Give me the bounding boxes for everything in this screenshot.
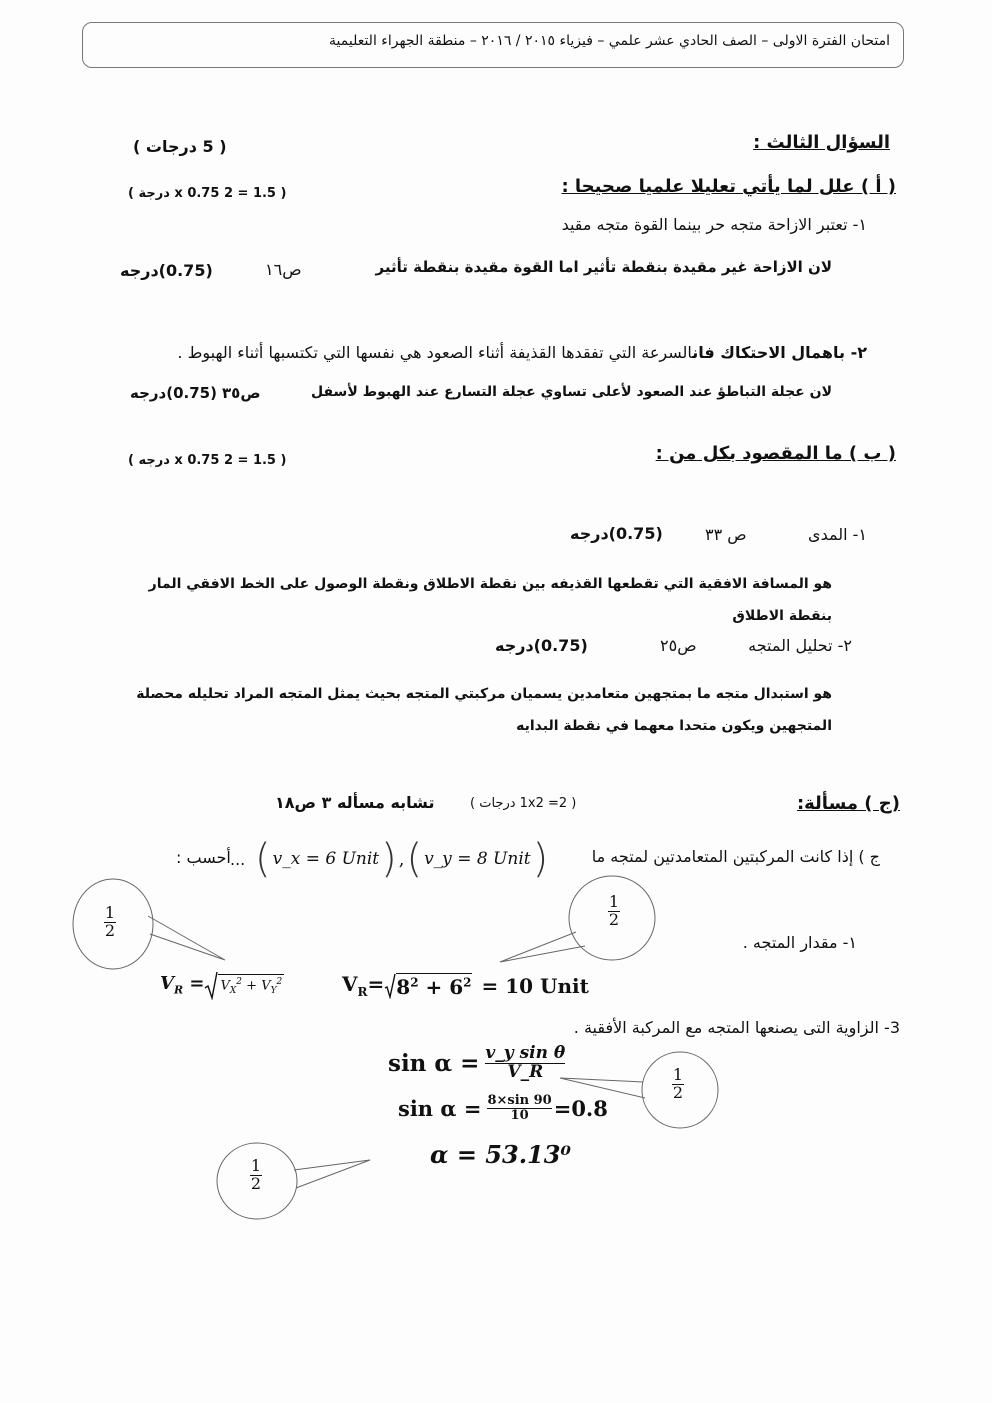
part-a-marks: ( 1.5 = 2 x 0.75 درجة ) [128,186,287,201]
part-b-item-2-marks: (0.75)درجه [495,636,588,655]
question-title: السؤال الثالث : [753,132,890,153]
formula-numeric: $V_R=$ $8^2 + 6^2$ = 10 Unit [342,972,589,999]
part-a-title: ( أ ) علل لما يأتي تعليلا علميا صحيحا : [561,176,896,197]
formula-general: $V_R$ = $V_X^2 + V_Y^2$ [160,970,284,1000]
part-a-item-2-marks: (0.75)درجه [130,384,217,402]
equation-sin-alpha-numeric: sin α = $\frac{8\times\sin 90}{10}$ =0.8 [398,1093,608,1123]
part-c-similar-problem: تشابه مسأله ٣ ص١٨ [275,793,435,812]
part-a-item-2-text: السرعة التي تفقدها القذيفة أثناء الصعود هي نفسها التي تكتسبها أثناء الهبوط . [177,343,693,362]
vx-value: v_x = 6 Unit [272,849,380,869]
part-a-item-1-question: ١- تعتبر الازاحة متجه حر بينما القوة متجه مقيد [561,215,867,234]
compute-label: أحسب : [176,848,231,867]
ellipsis: ... [230,850,246,869]
callout-half-1: 1 2 [104,903,116,940]
part-b-item-2-term: ٢- تحليل المتجه [748,636,852,655]
equation-alpha-result: α = 53.13⁰ [430,1140,571,1169]
part-b-item-2-answer: هو استبدال متجه ما بمتجهين متعامدين يسميان مركبتي المتجه بحيث يمثل المتجه المراد تحليله محصلة المتجهين ويكون متحدا معهما في نقطة البدايه [136,686,832,734]
part-a-item-1-marks: (0.75)درجه [120,261,213,280]
part-b-item-1-marks: (0.75)درجه [570,524,663,543]
part-b-item-2-page-ref: ص٢٥ [660,636,697,655]
part-b-item-1-page-ref: ص ٣٣ [705,525,747,544]
part-a-item-1-page-ref: ص١٦ [265,260,302,279]
callout-half-4: 1 2 [250,1156,262,1193]
part-b-item-1-answer: هو المسافة الافقية التي تقطعها القذيفه بين نقطة الاطلاق ونقطة الوصول على الخط الافقي المار بنقطة الاطلاق [148,576,832,624]
part-b-marks: ( 1.5 = 2 x 0.75 درجه ) [128,453,287,468]
components-expression: ( v_x = 6 Unit ) , ( v_y = 8 Unit ) [255,836,549,882]
part-b-title: ( ب ) ما المقصود بكل من : [655,443,896,464]
part-c-item-3: 3- الزاوية التى يصنعها المتجه مع المركبة الأفقية . [573,1018,900,1037]
part-c-item-1: ١- مقدار المتجه . [742,933,857,952]
part-c-title: (ج ) مسألة: [796,793,900,814]
part-a-item-2-page-ref: ص٣٥ [222,384,261,402]
part-c-marks: ( 1x2 =2 درجات ) [470,796,577,811]
part-b-item-1-term: ١- المدى [808,525,867,544]
callout-half-3: 1 2 [672,1065,684,1102]
question-total-marks: ( 5 درجات ) [133,137,227,156]
header-title: امتحان الفترة الاولى – الصف الحادي عشر علمي – فيزياء ٢٠١٥ / ٢٠١٦ – منطقة الجهراء التعليمية [329,33,890,49]
part-a-item-1-answer: لان الازاحة غير مقيدة بنقطة تأثير اما القوة مقيدة بنقطة تأثير [375,258,832,276]
part-c-intro: ج ) إذا كانت المركبتين المتعامدتين لمتجه ما [591,847,880,866]
equation-sin-alpha: sin α = $\frac{\text{v\_y sin θ}}{V\_R}$ [388,1043,566,1082]
callout-half-2: 1 2 [608,892,620,929]
part-a-item-2-answer: لان عجلة التباطؤ عند الصعود لأعلى تساوي عجلة التسارع عند الهبوط لأسفل [310,384,832,400]
vy-value: v_y = 8 Unit [424,849,531,869]
part-a-item-2-prefix: ٢- باهمال الاحتكاك فان [692,343,867,362]
